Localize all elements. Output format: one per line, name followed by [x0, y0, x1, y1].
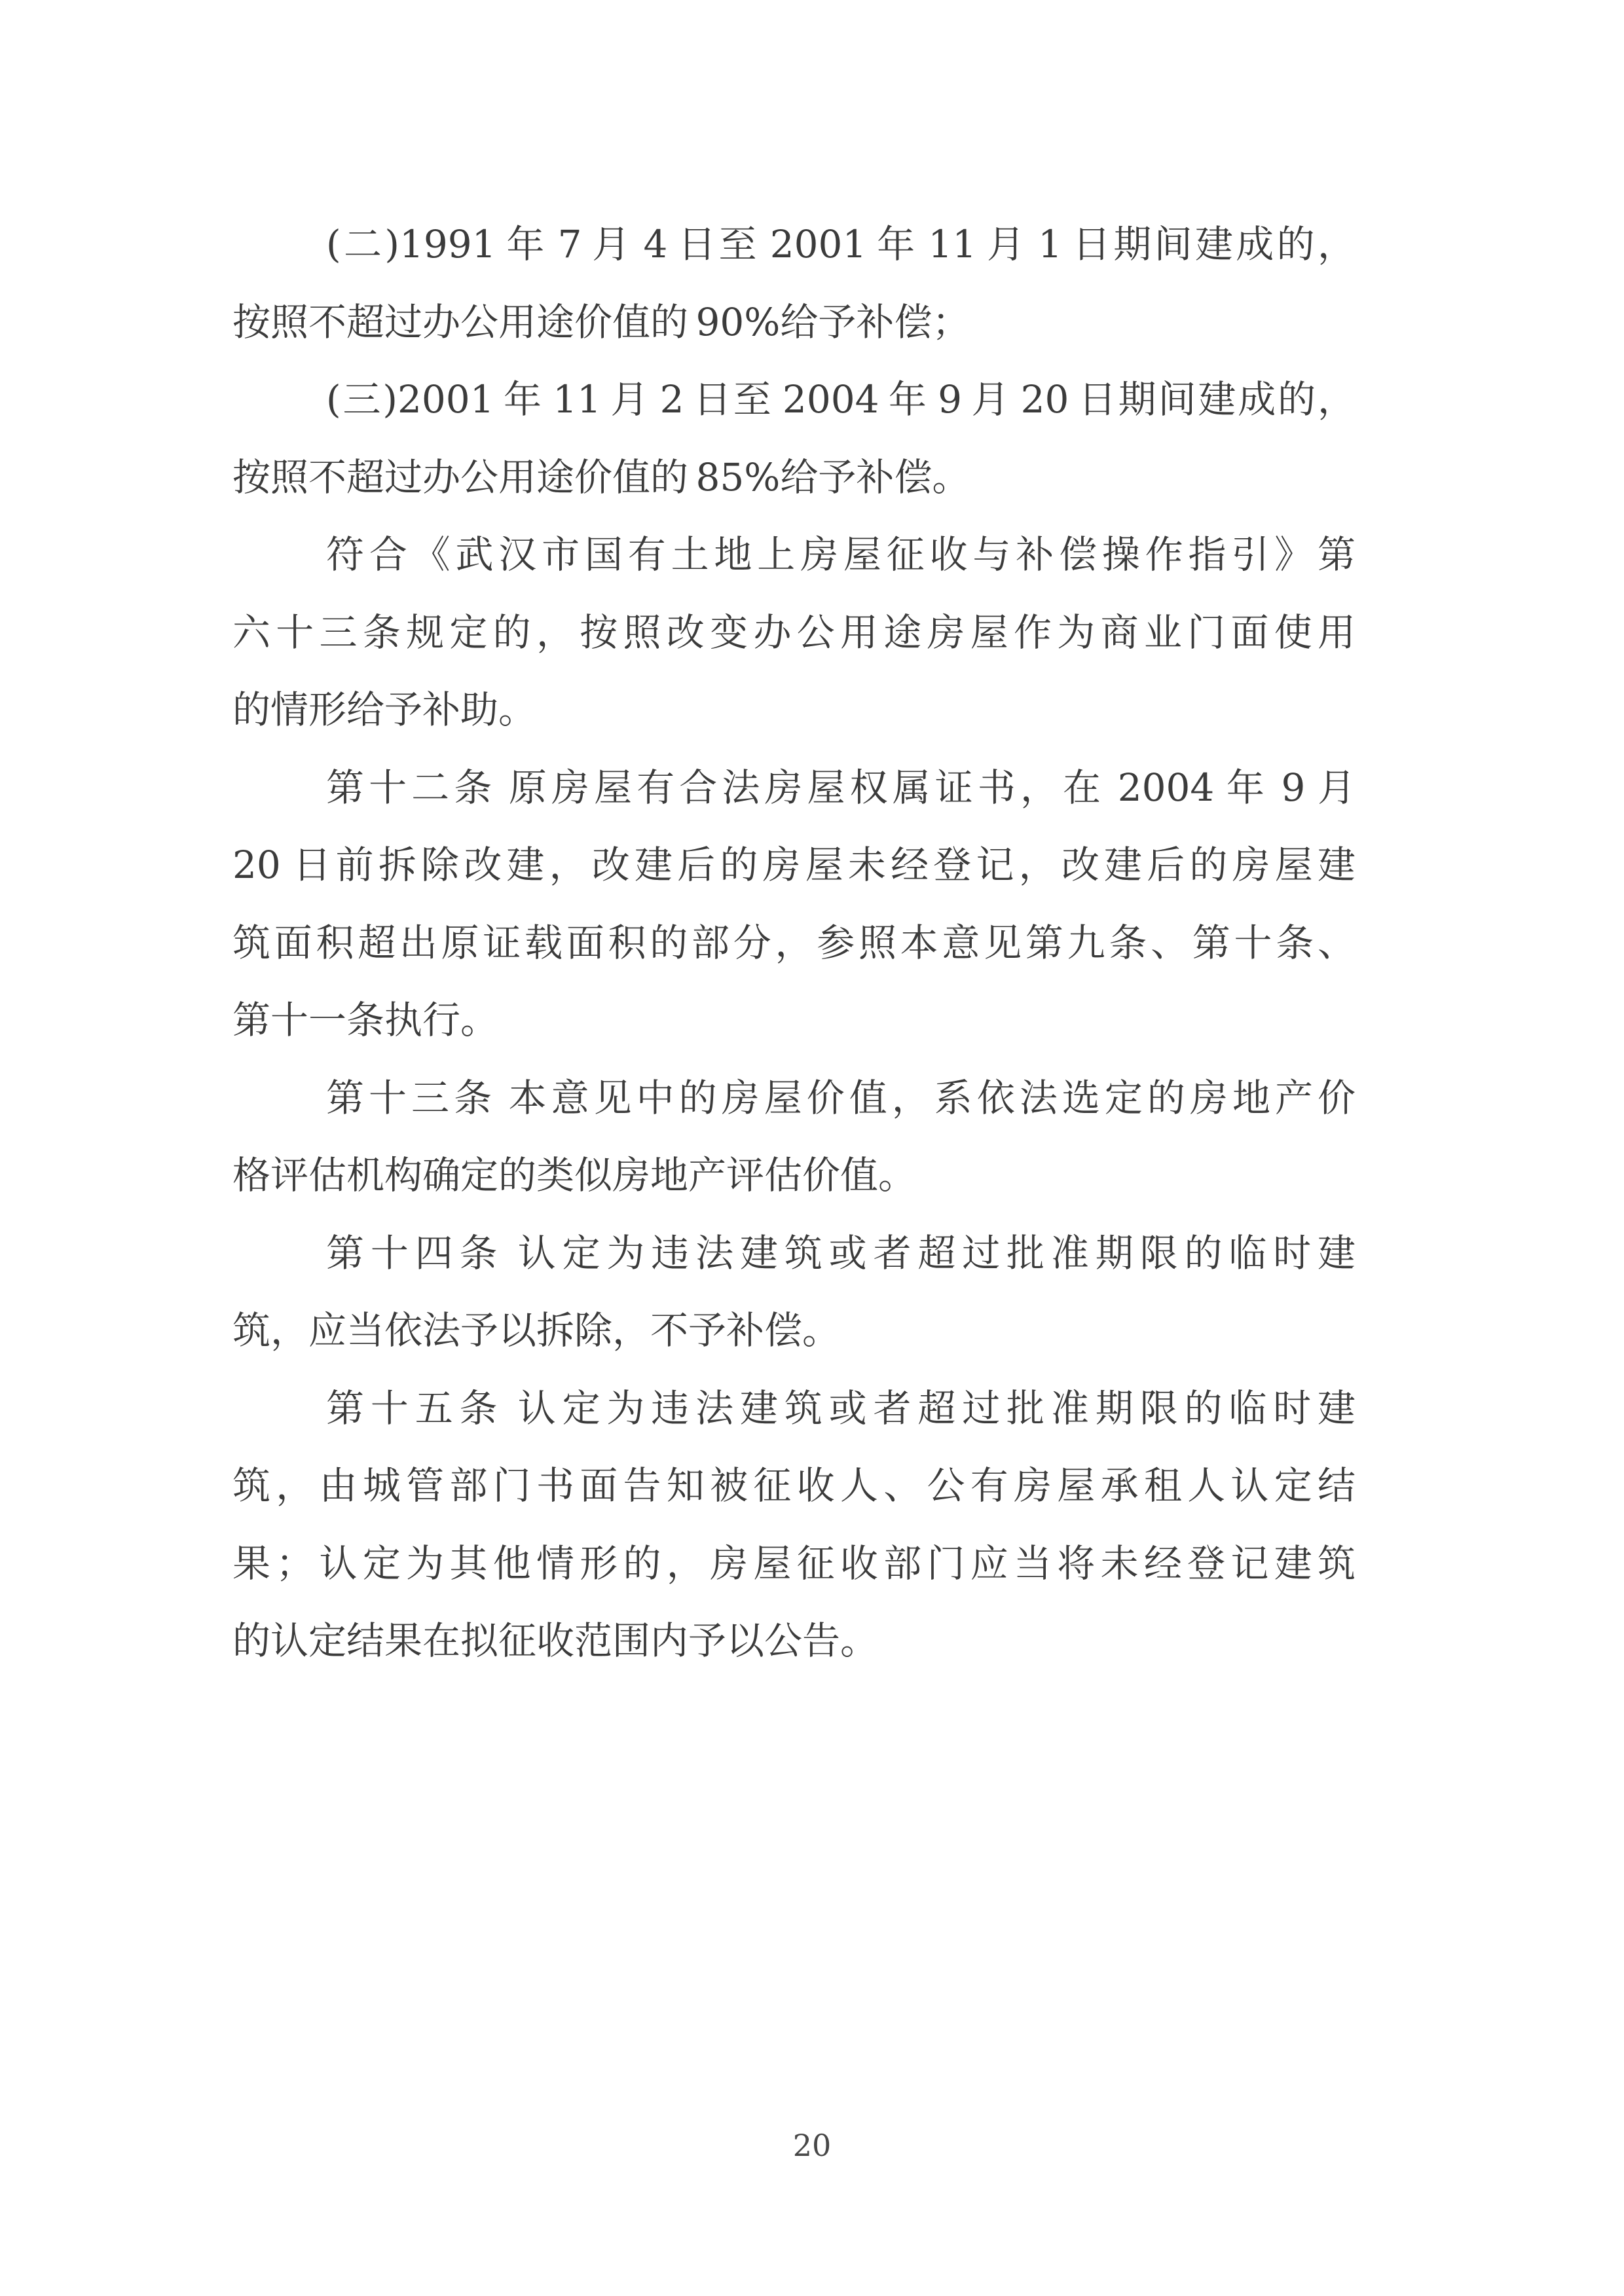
- text-line: 筑，应当依法予以拆除，不予补偿。: [232, 1308, 841, 1353]
- text-line: 符合《武汉市国有土地上房屋征收与补偿操作指引》第: [326, 532, 1356, 577]
- text-line: 第十一条执行。: [232, 998, 499, 1042]
- text-line: 格评估机构确定的类似房地产评估价值。: [232, 1153, 917, 1197]
- text-line: 果；认定为其他情形的，房屋征收部门应当将未经登记建筑: [232, 1540, 1356, 1586]
- text-line: 的情形给予补助。: [232, 687, 537, 732]
- body-text: [232, 206, 1356, 1680]
- text-line: 按照不超过办公用途价值的 85%给予补偿。: [232, 454, 970, 500]
- text-line: 按照不超过办公用途价值的 90%给予补偿；: [232, 299, 970, 344]
- text-line: 筑，由城管部门书面告知被征收人、公有房屋承租人认定结: [232, 1463, 1356, 1508]
- text-line: 筑面积超出原证载面积的部分，参照本意见第九条、第十条、: [232, 920, 1356, 965]
- text-line: 第十五条 认定为违法建筑或者超过批准期限的临时建: [326, 1385, 1356, 1430]
- page-number: 20: [792, 2128, 832, 2163]
- text-line: 第十二条 原房屋有合法房屋权属证书，在 2004 年 9 月: [326, 765, 1356, 810]
- text-line: 第十三条 本意见中的房屋价值，系依法选定的房地产价: [326, 1075, 1356, 1120]
- text-line: 20 日前拆除改建，改建后的房屋未经登记，改建后的房屋建: [232, 843, 1356, 887]
- text-line: (三)2001 年 11 月 2 日至 2004 年 9 月 20 日期间建成的，: [326, 377, 1356, 422]
- text-line: (二)1991 年 7 月 4 日至 2001 年 11 月 1 日期间建成的，: [326, 222, 1356, 266]
- text-line: 六十三条规定的，按照改变办公用途房屋作为商业门面使用: [232, 610, 1356, 655]
- text-line: 的认定结果在拟征收范围内予以公告。: [232, 1618, 879, 1663]
- text-line: 第十四条 认定为违法建筑或者超过批准期限的临时建: [326, 1230, 1356, 1275]
